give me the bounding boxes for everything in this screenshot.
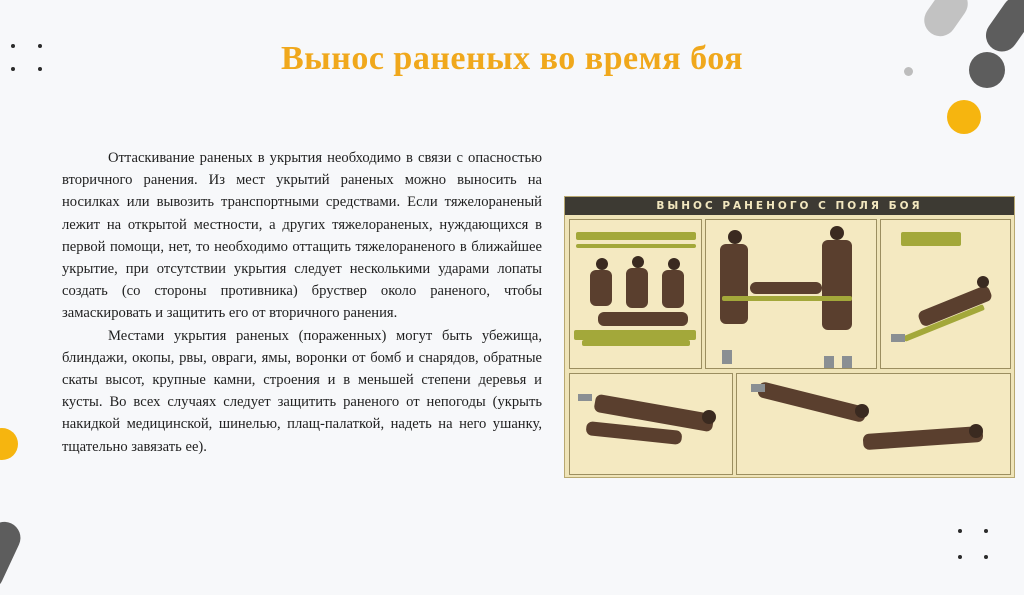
page-title: Вынос раненых во время боя bbox=[281, 40, 743, 77]
decor-pill bbox=[0, 517, 26, 595]
poster-panel bbox=[569, 373, 733, 475]
decor-pill bbox=[918, 0, 974, 42]
poster-panel bbox=[736, 373, 1011, 475]
body-text bbox=[62, 147, 542, 458]
paragraph-2: Местами укрытия раненых (пораженных) могут быть убежища, блиндажи, окопы, рвы, овраги, ямы, воронки от бомб и снарядов, обратные скаты высот, крупные камни, строения и в меньшей степени деревья и кусты. Во всех случаях следует защитить раненого от непогоды (укрыть накидкой медицинской, шинелью, плащ-палаткой, надеть на него ушанку, тщательно завязать ее). bbox=[62, 327, 542, 455]
poster-illustration bbox=[564, 196, 1015, 478]
paragraph-1: Оттаскивание раненых в укрытия необходимо в связи с опасностью вторичного ранения. Из мест укрытий раненых можно выносить на носилках или вывозить транспортными средствами. Если тяжелораненый лежит на открытой местности, а других тяжелораненых, нуждающихся в первой помощи, нет, то необходимо оттащить тяжелораненого в ближайшее укрытие, при отсутствии укрытия следует несколькими ударами лопаты создать (со стороны противника) бруствер около раненого, чтобы замаскировать и защитить его от вторичного ранения. bbox=[62, 150, 542, 322]
decor-dot bbox=[958, 529, 962, 533]
poster-panel bbox=[880, 219, 1011, 369]
decor-circle bbox=[947, 100, 981, 134]
decor-dot bbox=[984, 529, 988, 533]
decor-dot bbox=[958, 555, 962, 559]
decor-dot bbox=[984, 555, 988, 559]
poster-panel bbox=[705, 219, 877, 369]
poster-title: ВЫНОС РАНЕНОГО С ПОЛЯ БОЯ bbox=[565, 197, 1014, 215]
poster-panel bbox=[569, 219, 702, 369]
decor-circle bbox=[0, 428, 18, 460]
